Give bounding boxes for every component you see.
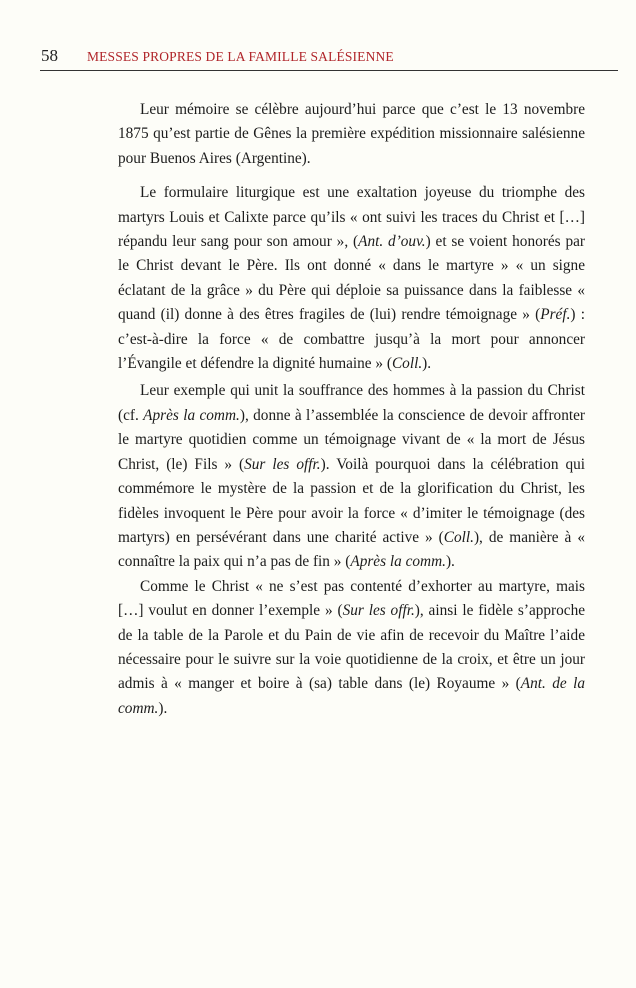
liturgical-reference: Sur les offr. xyxy=(244,455,321,473)
text-segment: Comme le Christ « ne s’est pas contenté d’exhorter au martyre, mais […] voulut en donner l’exemple » ( xyxy=(118,577,585,620)
text-segment: ), ainsi le fidèle s’approche de la table de la Parole et du Pain de vie afin de recevoir du Maître l’aide nécessaire pour le suivre sur la voie quotidienne de la croix, et être un jour admis à « manger et boire à (sa) table dans (le) Royaume » ( xyxy=(118,602,586,693)
paragraph-christ-example xyxy=(118,575,585,721)
text-segment: Le formulaire liturgique est une exaltation joyeuse du triomphe des martyrs Louis et Calixte parce qu’ils « ont suivi les traces du Christ et […] répandu leur sang pour son amour », ( xyxy=(118,184,585,251)
liturgical-reference: Ant. de la comm. xyxy=(118,675,585,717)
text-segment: ) : c’est-à-dire la force « de combattre jusqu’à la mort pour annoncer l’Évangile et défendre la dignité humaine » ( xyxy=(118,306,585,373)
paragraph-liturgical-formula xyxy=(118,181,585,376)
liturgical-reference: Après la comm. xyxy=(350,553,446,571)
liturgical-reference: Coll. xyxy=(391,355,423,373)
text-segment: ). Voilà pourquoi dans la célébration qui commémore le mystère de la passion et de la glorification du Christ, les fidèles invoquent le Père pour avoir la force « d’imiter le témoignage (des martyrs) en persévérant dans une charité active » ( xyxy=(118,455,586,546)
liturgical-reference: Après la comm. xyxy=(143,406,240,424)
paragraph-example xyxy=(118,379,585,574)
liturgical-reference: Coll. xyxy=(443,528,474,546)
main-text xyxy=(118,98,585,721)
paragraph-date-note: Leur mémoire se célèbre aujourd’hui parce que c’est le 13 novembre 1875 qu’est partie de Gênes la première expédition missionnaire salésienne pour Buenos Aires (Argentine). xyxy=(118,101,585,167)
liturgical-reference: Préf. xyxy=(540,306,571,324)
liturgical-reference: Ant. d’ouv. xyxy=(358,233,426,251)
page-number: 58 xyxy=(41,46,58,65)
running-title: MESSES PROPRES DE LA FAMILLE SALÉSIENNE xyxy=(87,49,394,64)
text-segment: ). xyxy=(158,699,168,717)
text-segment: ), de manière à « connaître la paix qui n’a pas de fin » ( xyxy=(118,528,585,571)
text-segment: ). xyxy=(422,355,432,373)
text-segment: Leur exemple qui unit la souffrance des hommes à la passion du Christ (cf. xyxy=(118,382,585,424)
text-segment: ). xyxy=(445,553,455,571)
liturgical-reference: Sur les offr. xyxy=(342,602,415,620)
text-segment: ), donne à l’assemblée la conscience de devoir affronter le martyre quotidien comme un témoignage vivant de « la mort de Jésus Christ, (le) Fils » ( xyxy=(118,406,585,473)
text-segment: ) et se voient honorés par le Christ devant le Père. Ils ont donné « dans le martyre » « un signe éclatant de la grâce » du Père qui déploie sa puissance dans la faiblesse « quand (il) donne à des êtres fragiles de (lui) rendre témoignage » ( xyxy=(118,233,585,324)
page-header xyxy=(40,46,618,71)
